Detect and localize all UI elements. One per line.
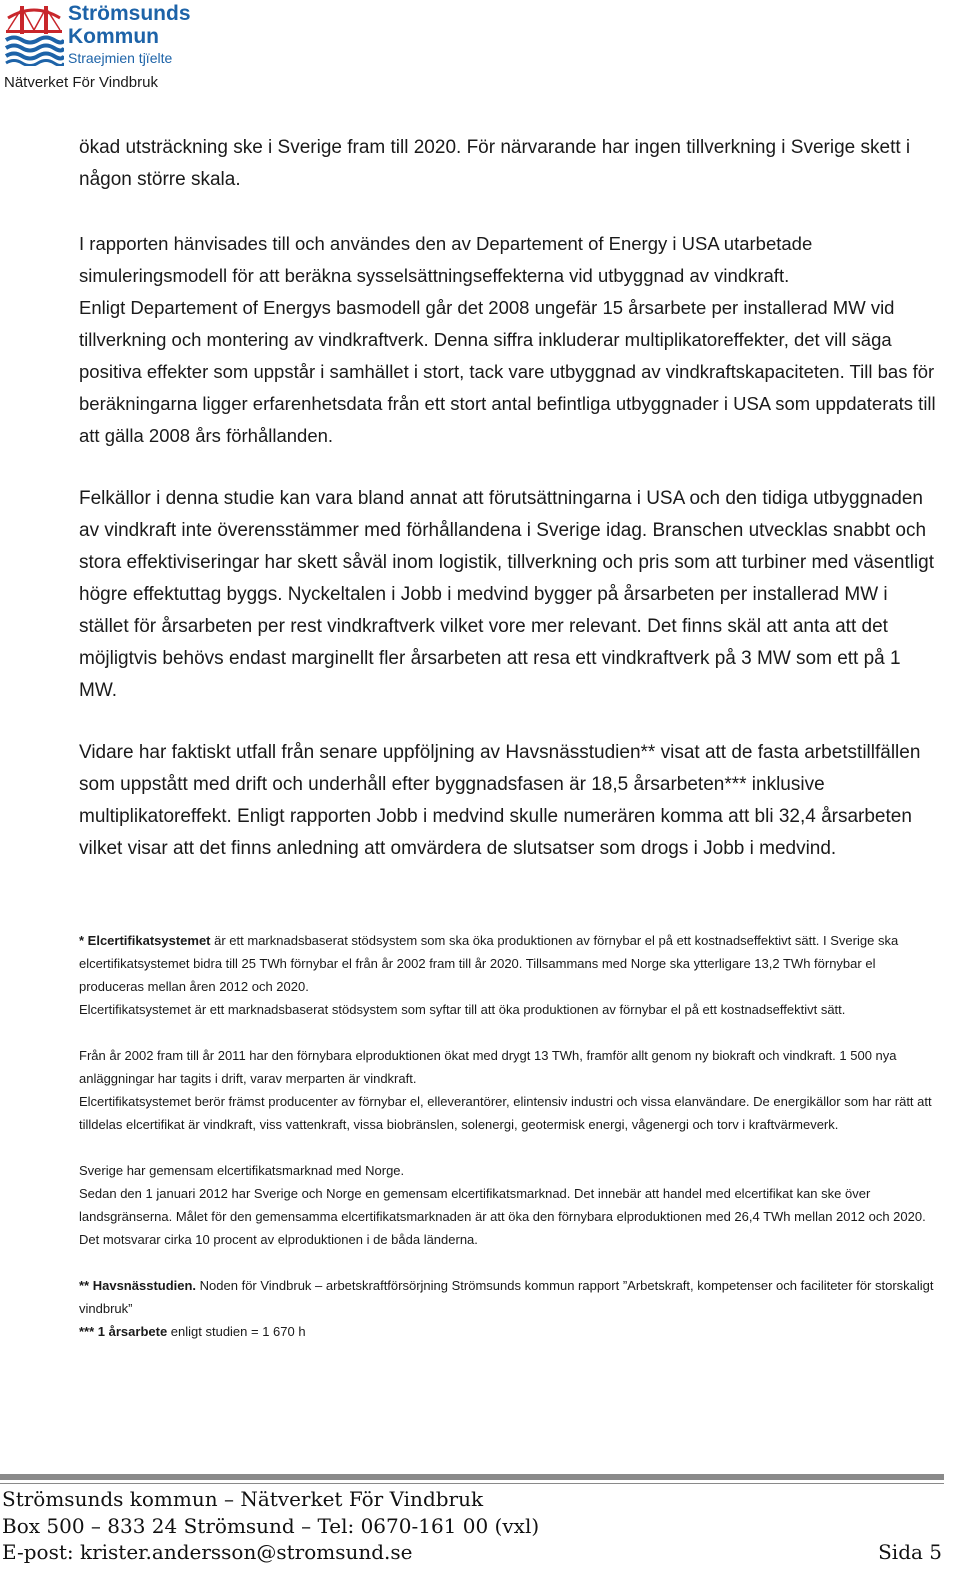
footnotes	[79, 929, 941, 1343]
footer-address: Box 500 – 833 24 Strömsund – Tel: 0670-161 00 (vxl)	[2, 1513, 540, 1538]
footnote-arsarbete	[79, 1320, 941, 1343]
paragraph-2a-text: I rapporten hänvisades till och användes den av Departement of Energy i USA utarbetade simuleringsmodell för att beräkna sysselsättningseffekterna vid utbyggnad av vindkraft.	[79, 233, 813, 286]
footnote-text: Sverige har gemensam elcertifikatsmarknad med Norge.	[79, 1163, 405, 1178]
paragraph-2b-text: Enligt Departement of Energys basmodell går det 2008 ungefär 15 årsarbete per installerad MW vid tillverkning och montering av vindkraftverk. Denna siffra inkluderar multiplikatoreffekter, det vill säga positiva effekter som uppstår i samhället i stort, tack vare utbyggnad av vindkraftskapaciteten. Till bas för beräkningarna ligger erfarenhetsdata från ett stort antal befintliga utbyggnader i USA som uppdaterats till att gälla 2008 års förhållanden.	[79, 297, 936, 446]
footnote-text: Elcertifikatsystemet är ett marknadsbaserat stödsystem som syftar till att öka produktionen av förnybar el på ett kostnadseffektivt sätt.	[79, 1002, 846, 1017]
footer-email: E-post: krister.andersson@stromsund.se	[2, 1540, 413, 1564]
footer-divider	[0, 1474, 944, 1480]
org-name	[68, 2, 191, 48]
paragraph-2	[79, 228, 941, 452]
paragraph-1	[79, 132, 941, 196]
org-name-line2: Kommun	[68, 25, 159, 48]
paragraph-4-text: Vidare har faktiskt utfall från senare uppföljning av Havsnässtudien** visat att de fasta arbetstillfällen som uppstått med drift och underhåll efter byggnadsfasen är 18,5 årsarbeten*** inklusive multiplikatoreffekt. Enligt rapporten Jobb i medvind skulle numerären komma att bli 32,4 årsarbeten vilket visar att det finns anledning att omvärdera de slutsatser som drogs i Jobb i medvind.	[79, 742, 921, 859]
footnote-text: Noden för Vindbruk – arbetskraftförsörjning Strömsunds kommun rapport ”Arbetskraft, kompetenser och faciliteter för storskaligt vindbruk”	[79, 1278, 934, 1316]
footnote-text: Elcertifikatsystemet berör främst producenter av förnybar el, elleverantörer, elintensiv industri och vissa elanvändare. De energikällor som har rätt att tilldelas elcertifikat är vindkraft, viss vattenkraft, vissa biobränslen, solenergi, geotermisk energi, vågenergi och torv i kraftvärmeverk.	[79, 1094, 932, 1132]
footnote-elcertifikat	[79, 929, 941, 998]
footnote-havsnas	[79, 1274, 941, 1320]
footnote-label: * Elcertifikatsystemet	[79, 933, 211, 948]
page-header	[4, 0, 304, 100]
footnote-text: Sedan den 1 januari 2012 har Sverige och Norge en gemensam elcertifikatsmarknad. Det innebär att handel med elcertifikat kan ske över landsgränserna. Målet för den gemensamma elcertifikatsmarknaden är att öka den förnybara elproduktionen med 26,4 TWh mellan 2012 och 2020. Det motsvarar cirka 10 procent av elproduktionen i de båda länderna.	[79, 1186, 926, 1247]
org-subtitle: Straejmien tjïelte	[68, 50, 173, 66]
footnote-label: *** 1 årsarbete	[79, 1324, 168, 1339]
org-name-line1: Strömsunds	[68, 2, 191, 25]
page-number: Sida 5	[878, 1540, 942, 1564]
network-name: Nätverket För Vindbruk	[4, 74, 158, 91]
footer-divider-thin	[0, 1483, 944, 1484]
page-footer	[2, 1486, 942, 1566]
municipality-logo-icon	[4, 0, 64, 66]
paragraph-1-text: ökad utsträckning ske i Sverige fram till 2020. För närvarande har ingen tillverkning i Sverige skett i någon större skala.	[79, 137, 911, 190]
footnote-text: Från år 2002 fram till år 2011 har den förnybara elproduktionen ökat med drygt 13 TWh, framför allt genom ny biokraft och vindkraft. 1 500 nya anläggningar har tagits i drift, varav merparten är vindkraft.	[79, 1048, 897, 1086]
paragraph-3-text: Felkällor i denna studie kan vara bland annat att förutsättningarna i USA och den tidiga utbyggnaden av vindkraft inte överensstämmer med förhållandena i Sverige idag. Branschen utvecklas snabbt och stora effektiviseringar har skett såväl inom logistik, tillverkning och pris som att turbiner med väsentligt högre effektuttag byggs. Nyckeltalen i Jobb i medvind bygger på årsarbeten per installerad MW i stället för årsarbeten per rest vindkraftverk vilket vore mer relevant. Det finns skäl att anta att det möjligtvis behövs endast marginellt fler årsarbeten att resa ett vindkraftverk på 3 MW som ett på 1 MW.	[79, 488, 935, 701]
footer-org: Strömsunds kommun – Nätverket För Vindbruk	[2, 1487, 484, 1511]
footnote-text: är ett marknadsbaserat stödsystem som ska öka produktionen av förnybar el på ett kostnadseffektivt sätt. I Sverige ska elcertifikatsystemet bidra till 25 TWh förnybar el från år 2002 fram till år 2020. Tillsammans med Norge ska ytterligare 13,2 TWh förnybar el produceras mellan åren 2012 och 2020.	[79, 933, 899, 994]
footnote-text: enligt studien = 1 670 h	[167, 1324, 306, 1339]
footnote-label: ** Havsnässtudien.	[79, 1278, 197, 1293]
paragraph-4	[79, 737, 941, 865]
paragraph-3	[79, 483, 941, 707]
